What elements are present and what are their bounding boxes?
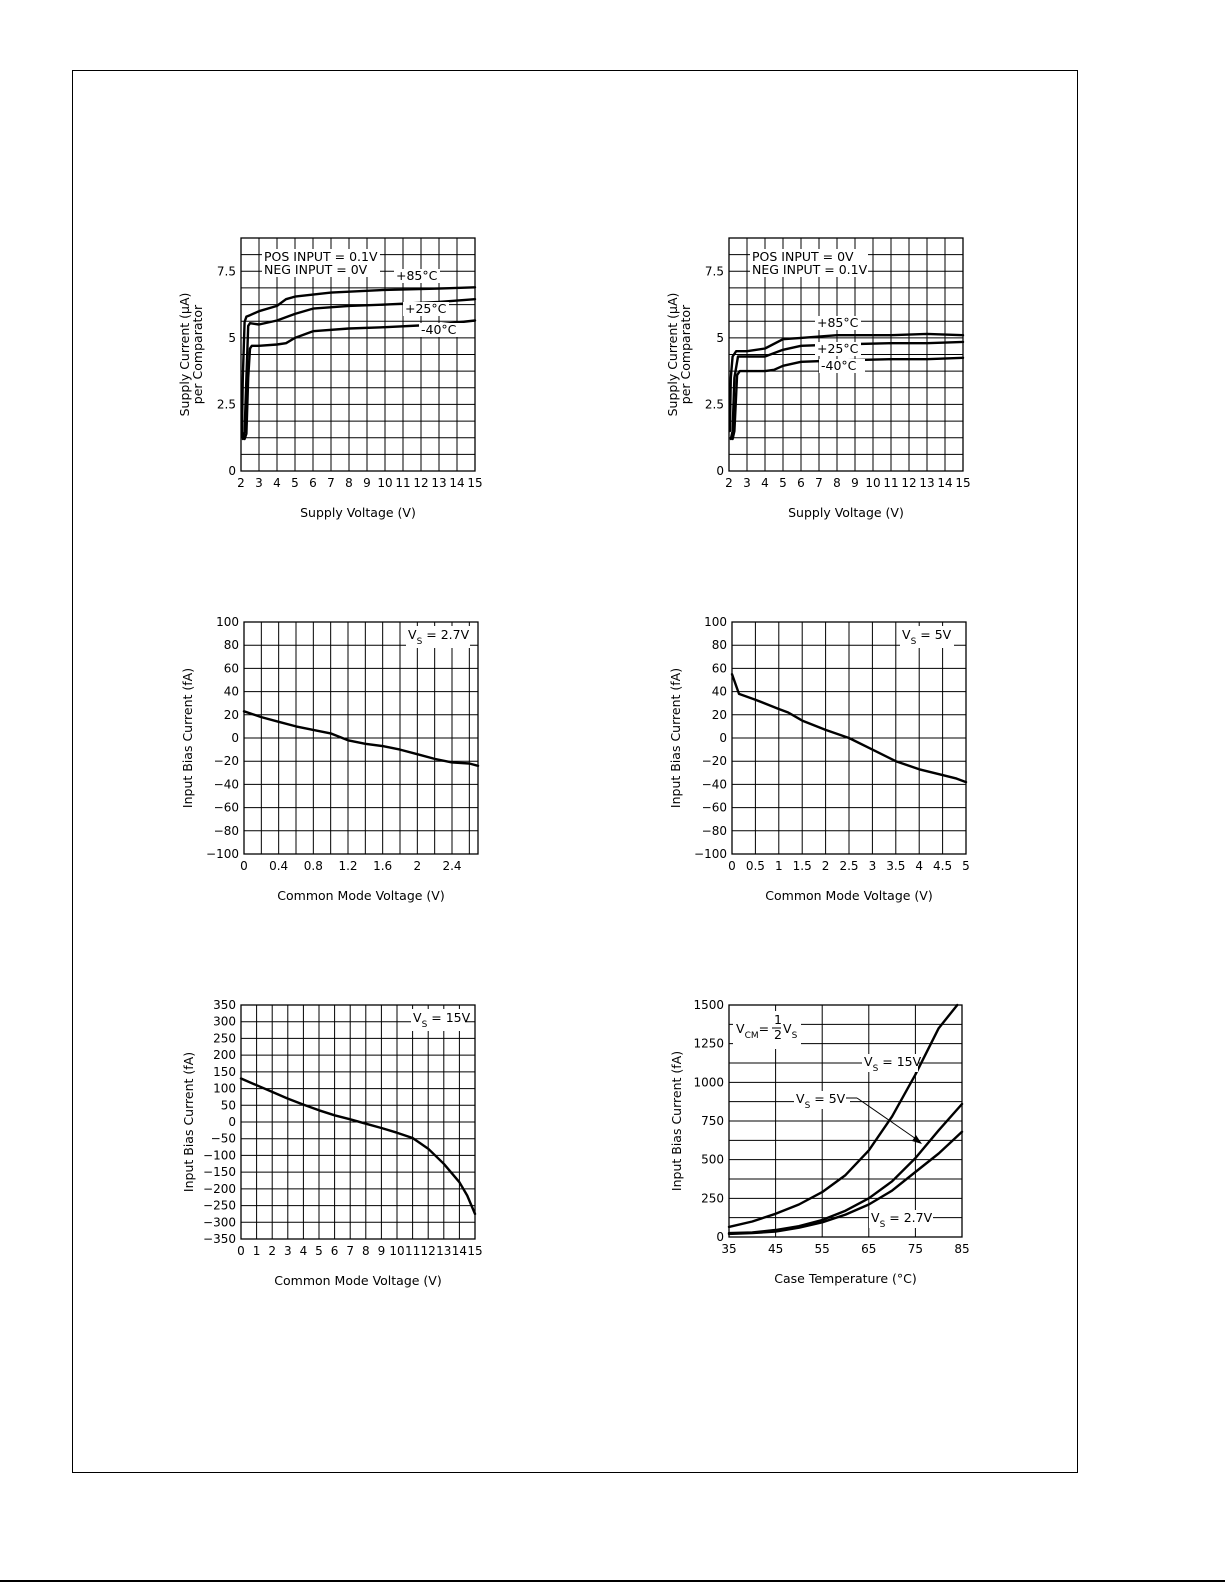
y-tick-label: −60 bbox=[701, 800, 727, 815]
y-tick-label: 1500 bbox=[693, 998, 724, 1012]
fraction-numerator: 1 bbox=[774, 1012, 782, 1027]
y-tick-label: 80 bbox=[711, 638, 727, 653]
x-tick-label: 3 bbox=[255, 476, 263, 490]
x-tick-label: 1.6 bbox=[373, 859, 393, 873]
x-tick-label: 10 bbox=[377, 476, 393, 490]
y-tick-label: −20 bbox=[701, 754, 727, 769]
y-tick-label: 1250 bbox=[693, 1036, 724, 1051]
x-tick-label: 5 bbox=[779, 476, 787, 490]
y-tick-label: −80 bbox=[213, 823, 239, 838]
leader-arrowhead bbox=[912, 1135, 922, 1144]
supply-voltage-label: $V_S = 2.7V$ bbox=[408, 627, 470, 647]
x-tick-label: 5 bbox=[315, 1244, 323, 1258]
x-axis-label: Supply Voltage (V) bbox=[788, 505, 904, 520]
x-tick-label: 4 bbox=[915, 859, 924, 873]
fraction-denominator: 2 bbox=[774, 1027, 782, 1042]
x-tick-label: 3 bbox=[283, 1244, 292, 1258]
y-tick-label: −80 bbox=[701, 823, 727, 838]
x-tick-label: 11 bbox=[404, 1244, 421, 1258]
x-tick-label: 13 bbox=[436, 1244, 452, 1258]
y-tick-label: 80 bbox=[223, 638, 239, 653]
y-tick-label: 40 bbox=[711, 684, 727, 699]
x-tick-label: 45 bbox=[767, 1242, 784, 1256]
x-tick-label: 15 bbox=[955, 476, 971, 490]
y-tick-label: 50 bbox=[220, 1098, 236, 1113]
x-axis-label: Common Mode Voltage (V) bbox=[274, 1273, 442, 1288]
y-tick-label: 350 bbox=[213, 998, 236, 1012]
x-axis-label: Common Mode Voltage (V) bbox=[765, 888, 933, 903]
x-tick-label: 11 bbox=[883, 476, 899, 490]
y-tick-label: 100 bbox=[213, 1081, 236, 1096]
y-tick-label: 0 bbox=[716, 1230, 724, 1244]
x-tick-label: 3 bbox=[743, 476, 751, 490]
condition-neg-input: NEG INPUT = 0.1V bbox=[752, 262, 868, 277]
x-axis-label: Common Mode Voltage (V) bbox=[277, 888, 445, 903]
x-tick-label: 15 bbox=[467, 1244, 483, 1258]
y-tick-label: 5 bbox=[228, 330, 236, 345]
y-tick-label: −200 bbox=[203, 1181, 236, 1196]
x-tick-label: 7 bbox=[327, 476, 335, 490]
y-axis-label-2: per Comparator bbox=[678, 304, 693, 405]
y-axis-label-2: per Comparator bbox=[190, 304, 205, 405]
series-label-1: +85°C bbox=[817, 315, 859, 330]
x-tick-label: 8 bbox=[361, 1244, 370, 1258]
y-tick-label: 20 bbox=[223, 707, 239, 722]
y-tick-label: 2.5 bbox=[216, 397, 236, 412]
x-tick-label: 1.5 bbox=[792, 859, 812, 873]
x-tick-label: 9 bbox=[377, 1244, 386, 1258]
y-tick-label: 150 bbox=[213, 1064, 236, 1079]
x-tick-label: 12 bbox=[420, 1244, 436, 1258]
x-tick-label: 2 bbox=[725, 476, 733, 490]
y-tick-label: 60 bbox=[711, 661, 727, 676]
series-label-1: $V_S = 15V$ bbox=[864, 1054, 922, 1074]
y-tick-label: 250 bbox=[213, 1031, 236, 1046]
x-tick-label: 3 bbox=[868, 859, 877, 873]
series-line-2 bbox=[731, 342, 963, 439]
y-tick-label: −20 bbox=[213, 754, 239, 769]
y-tick-label: 1000 bbox=[693, 1075, 724, 1090]
x-tick-label: 11 bbox=[395, 476, 411, 490]
series-label-2: +25°C bbox=[405, 301, 447, 316]
y-tick-label: −40 bbox=[213, 777, 239, 792]
x-tick-label: 14 bbox=[451, 1244, 468, 1258]
x-tick-label: 0 bbox=[728, 859, 736, 873]
x-tick-label: 4 bbox=[761, 476, 769, 490]
x-axis-label: Supply Voltage (V) bbox=[300, 505, 416, 520]
supply-voltage-label: $V_S = 15V$ bbox=[413, 1010, 471, 1030]
series-label-2: +25°C bbox=[817, 341, 859, 356]
x-axis-label: Case Temperature (°C) bbox=[774, 1271, 917, 1286]
y-tick-label: −250 bbox=[203, 1198, 236, 1213]
y-tick-label: 2.5 bbox=[704, 397, 724, 412]
x-tick-label: 7 bbox=[346, 1244, 355, 1258]
y-axis-label: Input Bias Current (fA) bbox=[669, 1050, 684, 1192]
series-line-1 bbox=[241, 1079, 475, 1214]
x-tick-label: 10 bbox=[389, 1244, 405, 1258]
y-axis-label: Input Bias Current (fA) bbox=[668, 667, 683, 809]
x-tick-label: 4 bbox=[273, 476, 281, 490]
y-tick-label: 0 bbox=[719, 731, 727, 745]
y-tick-label: −60 bbox=[213, 800, 239, 815]
vcm-label: $V_{CM}=$ bbox=[736, 1021, 770, 1041]
x-tick-label: 55 bbox=[814, 1242, 830, 1256]
y-tick-label: −100 bbox=[694, 847, 727, 861]
x-tick-label: 12 bbox=[901, 476, 917, 490]
x-tick-label: 0 bbox=[240, 859, 248, 873]
x-tick-label: 10 bbox=[865, 476, 881, 490]
x-tick-label: 9 bbox=[851, 476, 859, 490]
grid bbox=[244, 622, 478, 854]
y-tick-label: 7.5 bbox=[216, 264, 236, 279]
x-tick-label: 0.4 bbox=[269, 859, 289, 873]
x-tick-label: 1 bbox=[774, 859, 783, 873]
x-tick-label: 1 bbox=[252, 1244, 261, 1258]
y-axis-label: Supply Current (μA) bbox=[665, 292, 680, 417]
x-tick-label: 12 bbox=[413, 476, 429, 490]
chart-4 bbox=[668, 615, 970, 903]
x-tick-label: 0.8 bbox=[303, 859, 323, 873]
y-tick-label: −100 bbox=[206, 847, 239, 861]
x-tick-label: 13 bbox=[431, 476, 447, 490]
y-tick-label: 60 bbox=[223, 661, 239, 676]
series-label-3: -40°C bbox=[821, 358, 857, 373]
leader-arrow-line bbox=[857, 1098, 919, 1141]
x-tick-label: 0 bbox=[237, 1244, 245, 1258]
y-tick-label: 100 bbox=[216, 615, 239, 629]
x-tick-label: 2 bbox=[268, 1244, 277, 1258]
x-tick-label: 2.4 bbox=[442, 859, 462, 873]
series-label-2: $V_S = 5V$ bbox=[796, 1091, 846, 1111]
y-tick-label: 750 bbox=[701, 1114, 724, 1128]
x-tick-label: 8 bbox=[345, 476, 353, 490]
series-label-1: +85°C bbox=[396, 268, 438, 283]
y-tick-label: 40 bbox=[223, 684, 239, 699]
y-axis-label: Input Bias Current (fA) bbox=[181, 1051, 196, 1193]
condition-neg-input: NEG INPUT = 0V bbox=[264, 262, 368, 277]
x-tick-label: 2 bbox=[237, 476, 245, 490]
chart-6 bbox=[669, 998, 970, 1286]
series-label-3: $V_S = 2.7V$ bbox=[871, 1210, 933, 1230]
x-tick-label: 1.2 bbox=[338, 859, 358, 873]
y-tick-label: 250 bbox=[701, 1191, 724, 1206]
x-tick-label: 0.5 bbox=[745, 859, 765, 873]
y-axis-label: Supply Current (μA) bbox=[177, 292, 192, 417]
x-tick-label: 3.5 bbox=[886, 859, 906, 873]
vs-label: $V_S$ bbox=[783, 1021, 798, 1041]
condition-pos-input: POS INPUT = 0.1V bbox=[264, 249, 378, 264]
x-tick-label: 6 bbox=[309, 476, 317, 490]
y-tick-label: 7.5 bbox=[704, 264, 724, 279]
condition-pos-input: POS INPUT = 0V bbox=[752, 249, 854, 264]
chart-3 bbox=[180, 615, 478, 903]
x-tick-label: 14 bbox=[937, 476, 953, 490]
y-tick-label: 500 bbox=[701, 1152, 724, 1167]
chart-1 bbox=[177, 238, 483, 520]
x-tick-label: 4 bbox=[299, 1244, 308, 1258]
chart-2 bbox=[665, 238, 971, 520]
x-tick-label: 2.5 bbox=[839, 859, 859, 873]
x-tick-label: 2 bbox=[413, 859, 422, 873]
x-tick-label: 6 bbox=[797, 476, 805, 490]
y-tick-label: 0 bbox=[716, 464, 724, 478]
y-tick-label: −100 bbox=[203, 1148, 236, 1163]
y-tick-label: 20 bbox=[711, 707, 727, 722]
y-tick-label: −150 bbox=[203, 1165, 236, 1180]
x-tick-label: 15 bbox=[467, 476, 483, 490]
x-tick-label: 65 bbox=[861, 1242, 877, 1256]
y-tick-label: 0 bbox=[228, 464, 236, 478]
x-tick-label: 2 bbox=[821, 859, 830, 873]
x-tick-label: 85 bbox=[954, 1242, 970, 1256]
x-tick-label: 4.5 bbox=[933, 859, 953, 873]
y-tick-label: 5 bbox=[716, 330, 724, 345]
y-tick-label: 300 bbox=[213, 1014, 236, 1029]
y-tick-label: −300 bbox=[203, 1215, 236, 1230]
y-tick-label: 200 bbox=[213, 1048, 236, 1063]
series-label-3: -40°C bbox=[421, 322, 457, 337]
x-tick-label: 8 bbox=[833, 476, 841, 490]
x-tick-label: 14 bbox=[449, 476, 465, 490]
y-axis-label: Input Bias Current (fA) bbox=[180, 667, 195, 809]
x-tick-label: 6 bbox=[330, 1244, 339, 1258]
x-tick-label: 5 bbox=[962, 859, 970, 873]
x-tick-label: 13 bbox=[919, 476, 935, 490]
y-tick-label: −40 bbox=[701, 777, 727, 792]
x-tick-label: 35 bbox=[721, 1242, 737, 1256]
y-tick-label: 100 bbox=[704, 615, 727, 629]
x-tick-label: 75 bbox=[907, 1242, 924, 1256]
y-tick-label: 0 bbox=[228, 1115, 236, 1129]
chart-5 bbox=[181, 998, 483, 1288]
y-tick-label: 0 bbox=[231, 731, 239, 745]
x-tick-label: 9 bbox=[363, 476, 371, 490]
y-tick-label: −50 bbox=[210, 1131, 236, 1146]
series-line-2 bbox=[243, 299, 475, 439]
supply-voltage-label: $V_S = 5V$ bbox=[902, 627, 952, 647]
y-tick-label: −350 bbox=[203, 1232, 236, 1246]
x-tick-label: 7 bbox=[815, 476, 823, 490]
x-tick-label: 5 bbox=[291, 476, 299, 490]
